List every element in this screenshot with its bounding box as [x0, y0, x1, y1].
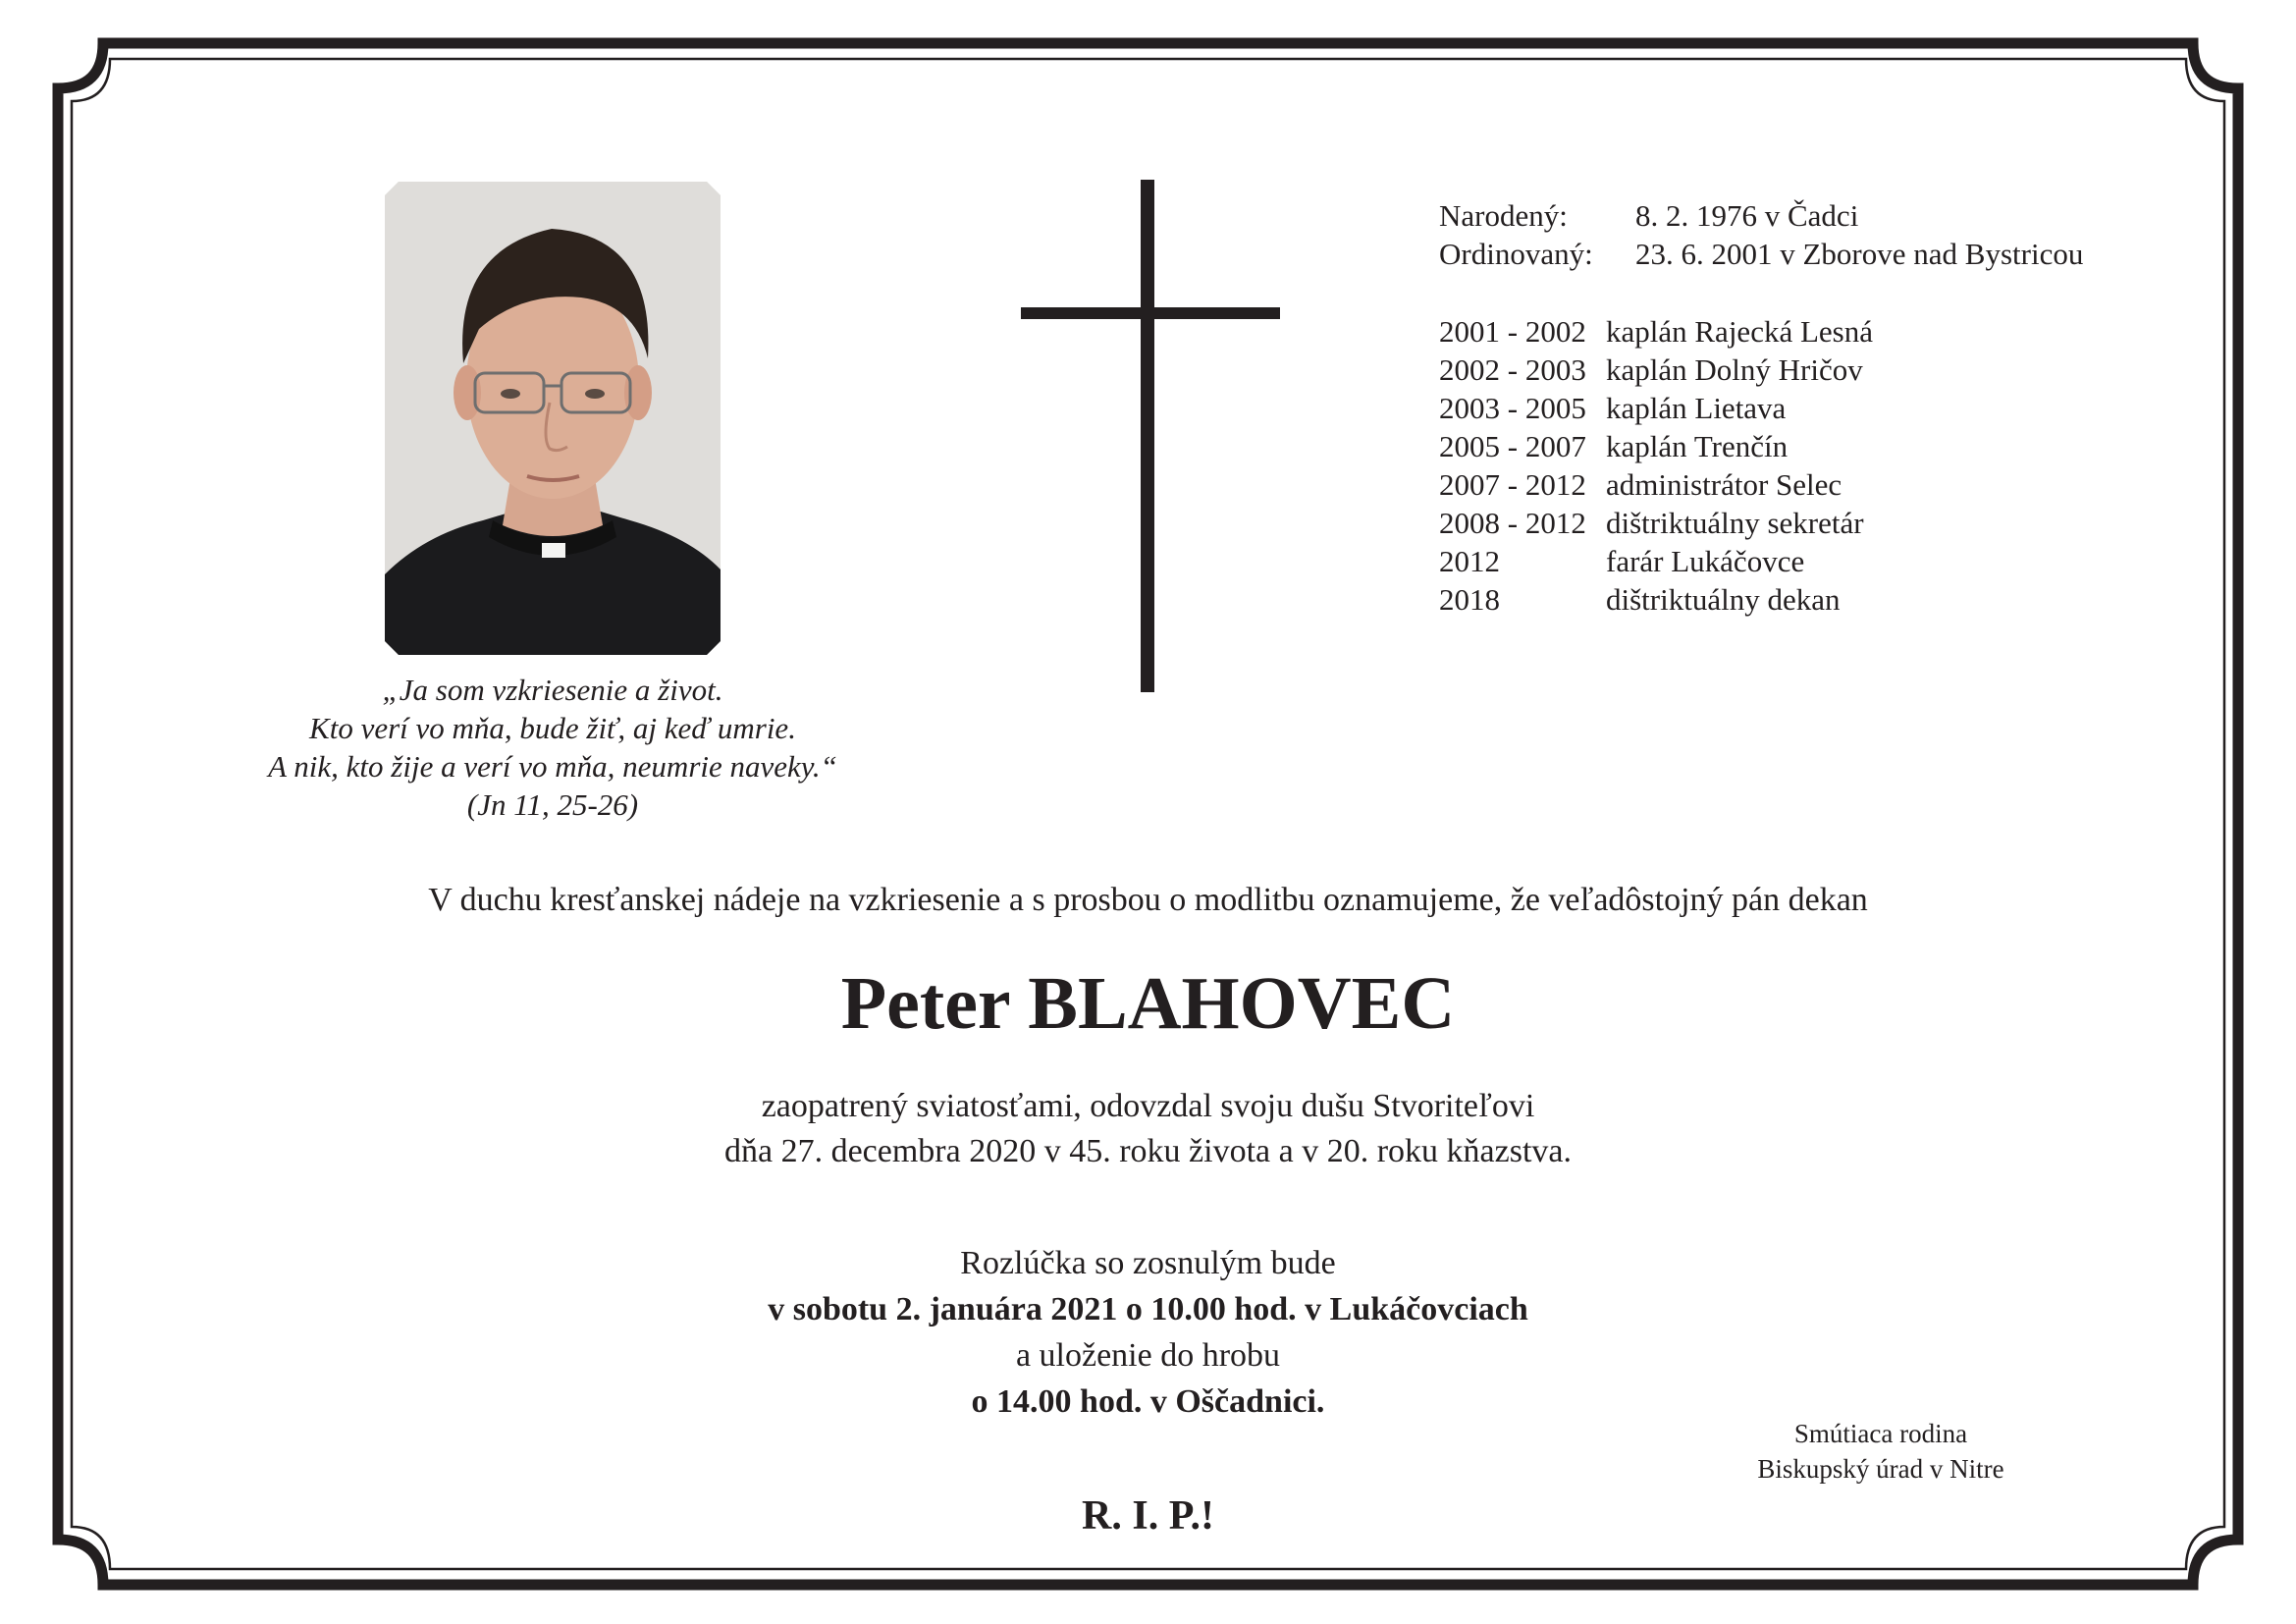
quote-line: Kto verí vo mňa, bude žiť, aj keď umrie. — [309, 711, 796, 745]
career-row — [1439, 351, 1873, 389]
career-years: 2003 - 2005 — [1439, 391, 1586, 425]
bio-value: 23. 6. 2001 v Zborove nad Bystricou — [1635, 237, 2084, 271]
career-role: dištriktuálny sekretár — [1606, 506, 1864, 540]
deceased-name: Peter BLAHOVEC — [840, 962, 1456, 1045]
career-role: kaplán Lietava — [1606, 391, 1787, 425]
burial-time: o 14.00 hod. v Oščadnici. — [971, 1383, 1325, 1420]
career-row — [1439, 504, 1873, 542]
portrait-photo — [385, 182, 721, 655]
details-line: zaopatrený sviatosťami, odovzdal svoju dušu Stvoriteľovi — [761, 1088, 1535, 1124]
career-role: kaplán Rajecká Lesná — [1606, 314, 1873, 349]
mourner-line: Smútiaca rodina — [1793, 1419, 1968, 1448]
announcement-text: V duchu kresťanskej nádeje na vzkriesenie a s prosbou o modlitbu oznamujeme, že veľadôstojný pán dekan — [428, 882, 1868, 918]
scripture-quote — [196, 671, 909, 824]
career-years: 2008 - 2012 — [1439, 506, 1586, 540]
career-years: 2007 - 2012 — [1439, 467, 1586, 502]
career-role: administrátor Selec — [1606, 467, 1842, 502]
quote-line: A nik, kto žije a verí vo mňa, neumrie naveky.“ — [268, 749, 837, 784]
details-line: dňa 27. decembra 2020 v 45. roku života a v 20. roku kňazstva. — [724, 1133, 1572, 1169]
career-role: dištriktuálny dekan — [1606, 582, 1841, 617]
career-years: 2018 — [1439, 582, 1500, 617]
career-role: kaplán Dolný Hričov — [1606, 352, 1863, 387]
career-role: kaplán Trenčín — [1606, 429, 1789, 463]
farewell-line: Rozlúčka so zosnulým bude — [960, 1245, 1336, 1281]
farewell-line: a uloženie do hrobu — [1015, 1337, 1281, 1374]
bio-value: 8. 2. 1976 v Čadci — [1635, 198, 1859, 233]
bio-label: Narodený: — [1439, 198, 1568, 233]
quote-reference: (Jn 11, 25-26) — [466, 787, 639, 822]
death-details — [0, 1084, 2296, 1174]
career-row — [1439, 389, 1873, 427]
career-list — [1439, 312, 1873, 619]
career-row — [1439, 542, 1873, 580]
farewell-date: v sobotu 2. januára 2021 o 10.00 hod. v Lukáčovciach — [768, 1291, 1528, 1327]
bio-label: Ordinovaný: — [1439, 237, 1593, 271]
career-row — [1439, 312, 1873, 351]
career-row — [1439, 427, 1873, 465]
bio-row-ordained — [1439, 235, 2083, 273]
biography — [1439, 196, 2083, 273]
mourners — [1684, 1416, 2077, 1487]
career-role: farár Lukáčovce — [1606, 544, 1805, 578]
career-row — [1439, 580, 1873, 619]
farewell-info — [0, 1240, 2296, 1425]
mourner-line: Biskupský úrad v Nitre — [1757, 1454, 2004, 1484]
career-years: 2012 — [1439, 544, 1500, 578]
career-years: 2005 - 2007 — [1439, 429, 1586, 463]
bio-row-born — [1439, 196, 2083, 235]
career-row — [1439, 465, 1873, 504]
rip-text: R. I. P.! — [1082, 1493, 1214, 1539]
career-years: 2001 - 2002 — [1439, 314, 1586, 349]
quote-line: „Ja som vzkriesenie a život. — [382, 673, 723, 707]
cross-icon — [1021, 180, 1280, 692]
career-years: 2002 - 2003 — [1439, 352, 1586, 387]
